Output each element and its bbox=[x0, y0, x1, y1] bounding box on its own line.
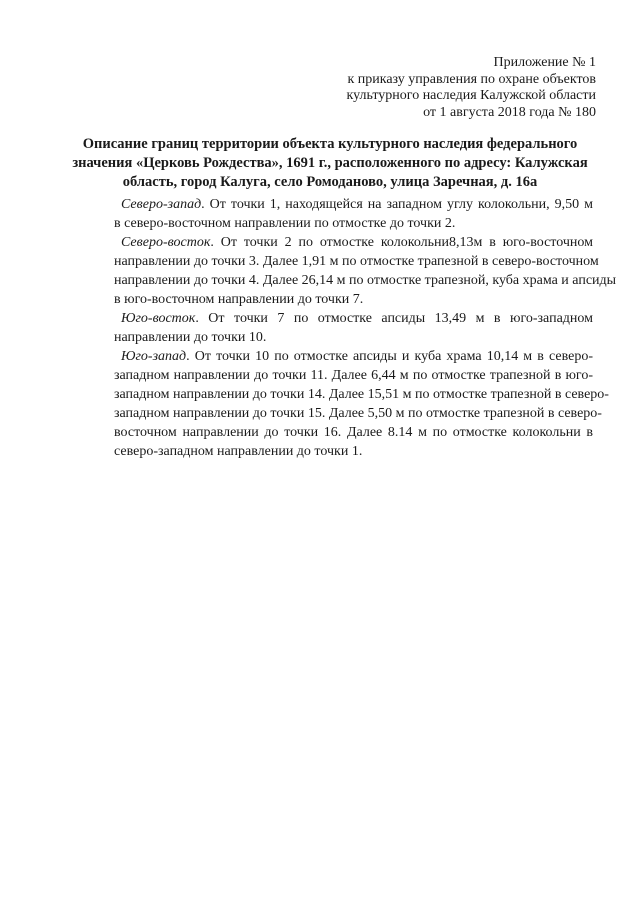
paragraph-line: в юго-восточном направлении до точки 7. bbox=[114, 292, 364, 307]
paragraph-northwest bbox=[114, 195, 593, 233]
boundary-description bbox=[114, 195, 617, 461]
paragraph-text: . От точки 7 по отмостке апсиды 13,49 м в юго-западном bbox=[195, 311, 593, 326]
direction-label: Северо-запад bbox=[121, 197, 202, 212]
paragraph-first-line bbox=[114, 233, 593, 252]
paragraph-text: . От точки 2 по отмостке колокольни8,13м в юго-восточном bbox=[210, 235, 593, 250]
paragraph-line: в северо-восточном направлении по отмостке до точки 2. bbox=[114, 216, 456, 231]
paragraph-first-line bbox=[114, 195, 593, 214]
direction-label: Юго-восток bbox=[121, 311, 196, 326]
order-reference: к приказу управления по охране объектов bbox=[347, 71, 596, 87]
paragraph-text: . От точки 1, находящейся на западном углу колокольни, 9,50 м bbox=[201, 197, 593, 212]
paragraph-first-line bbox=[114, 347, 593, 366]
document-title bbox=[60, 135, 600, 192]
paragraph-line: западном направлении до точки 11. Далее 6,44 м по отмостке трапезной в юго- bbox=[114, 368, 593, 383]
direction-label: Юго-запад bbox=[121, 349, 187, 364]
appendix-header bbox=[347, 55, 596, 121]
paragraph-northeast bbox=[114, 233, 617, 309]
paragraph-line: западном направлении до точки 14. Далее 15,51 м по отмостке трапезной в северо- bbox=[114, 387, 609, 402]
paragraph-text: . От точки 10 по отмостке апсиды и куба храма 10,14 м в северо- bbox=[186, 349, 593, 364]
issuing-authority: культурного наследия Калужской области bbox=[346, 88, 596, 103]
paragraph-line: северо-западном направлении до точки 1. bbox=[114, 444, 363, 459]
paragraph-line: направлении до точки 3. Далее 1,91 м по отмостке трапезной в северо-восточном bbox=[114, 254, 599, 269]
paragraph-southwest bbox=[114, 347, 609, 461]
paragraph-line: направлении до точки 10. bbox=[114, 330, 267, 345]
paragraph-first-line bbox=[114, 309, 593, 328]
paragraph-line: восточном направлении до точки 16. Далее 8.14 м по отмостке колокольни в bbox=[114, 425, 593, 440]
paragraph-southeast bbox=[114, 309, 593, 347]
title-line: область, город Калуга, село Ромоданово, улица Заречная, д. 16а bbox=[122, 174, 538, 190]
direction-label: Северо-восток bbox=[121, 235, 211, 250]
appendix-number: Приложение № 1 bbox=[493, 55, 596, 70]
paragraph-line: западном направлении до точки 15. Далее 5,50 м по отмостке трапезной в северо- bbox=[114, 406, 602, 421]
title-line: значения «Церковь Рождества», 1691 г., расположенного по адресу: Калужская bbox=[72, 155, 588, 171]
order-date: от 1 августа 2018 года № 180 bbox=[423, 104, 596, 120]
title-line: Описание границ территории объекта культурного наследия федерального bbox=[82, 136, 578, 152]
paragraph-line: направлении до точки 4. Далее 26,14 м по отмостке трапезной, куба храма и апсиды bbox=[114, 273, 617, 288]
